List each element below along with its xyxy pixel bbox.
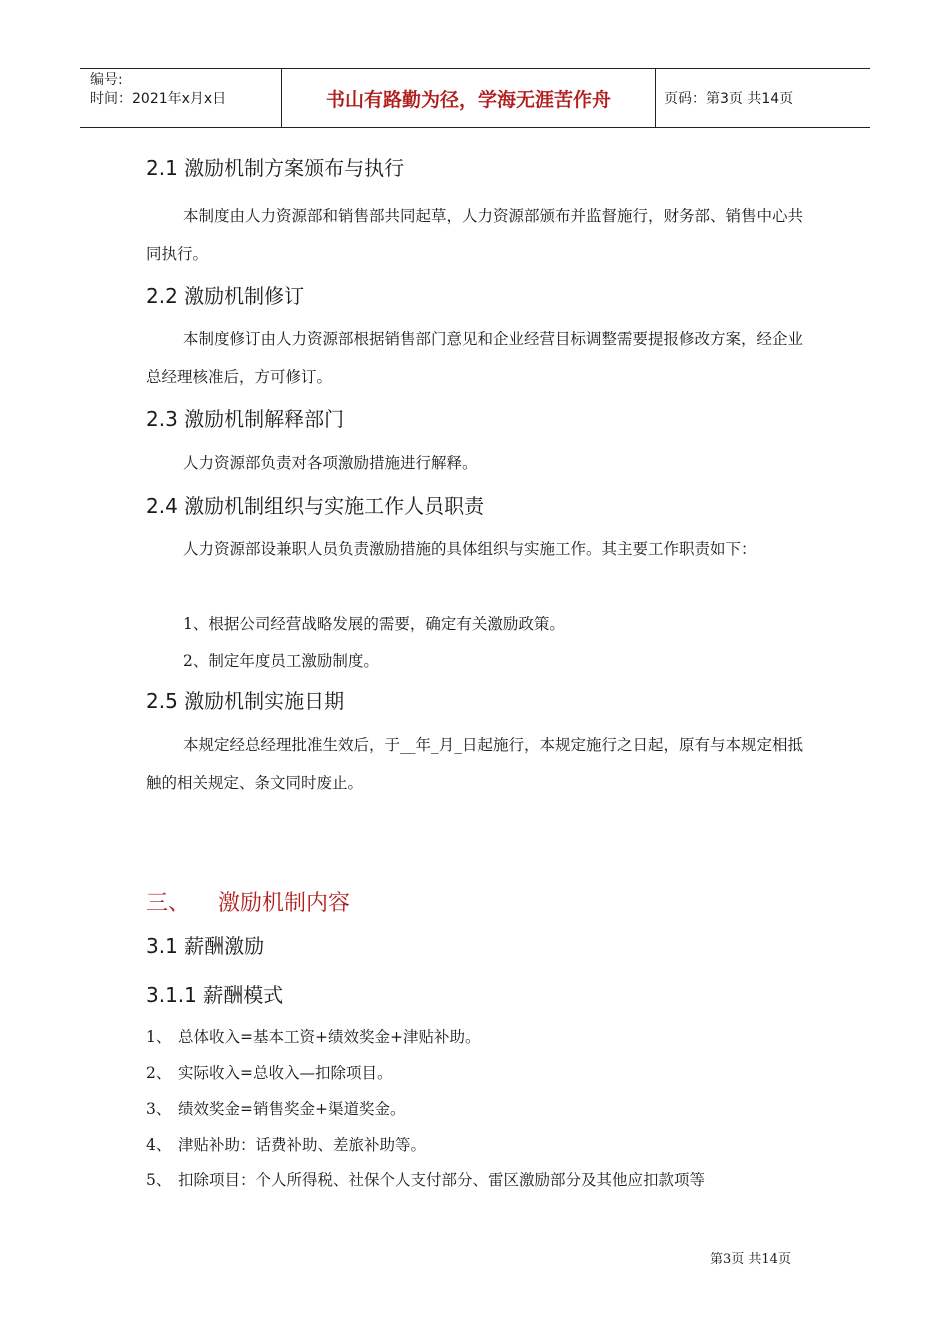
header-motto: 书山有路勤为径，学海无涯苦作舟 (281, 69, 656, 127)
section-3-title (146, 886, 350, 917)
number-label: 编号: (90, 72, 123, 88)
list-item: 3、 绩效奖金=销售奖金+渠道奖金。 (146, 1100, 406, 1118)
list-item: 1、根据公司经营战略发展的需要，确定有关激励政策。 (183, 615, 565, 633)
section-2-5-title: 2.5 激励机制实施日期 (146, 689, 345, 713)
list-item: 5、 扣除项目：个人所得税、社保个人支付部分、雷区激励部分及其他应扣款项等 (146, 1171, 706, 1189)
section-2-1-title: 2.1 激励机制方案颁布与执行 (146, 156, 405, 180)
page-header (80, 68, 870, 128)
list-item: 2、 实际收入=总收入—扣除项目。 (146, 1064, 393, 1082)
list-item: 1、 总体收入=基本工资+绩效奖金+津贴补助。 (146, 1028, 481, 1046)
page-footer: 第3页 共14页 (710, 1252, 791, 1267)
section-2-1-body: 本制度由人力资源部和销售部共同起草，人力资源部颁布并监督施行，财务部、销售中心共同执行。 (146, 207, 804, 263)
list-item: 4、 津贴补助：话费补助、差旅补助等。 (146, 1136, 427, 1154)
header-meta (90, 71, 280, 109)
section-2-3-title: 2.3 激励机制解释部门 (146, 407, 345, 431)
section-3-1-1-title: 3.1.1 薪酬模式 (146, 983, 284, 1007)
section-3-number: 三、 (146, 891, 191, 916)
time-label: 时间：2021年x月x日 (90, 91, 227, 107)
section-2-2-body: 本制度修订由人力资源部根据销售部门意见和企业经营目标调整需要提报修改方案，经企业总经理核准后，方可修订。 (146, 330, 804, 386)
section-2-4-body: 人力资源部设兼职人员负责激励措施的具体组织与实施工作。其主要工作职责如下： (183, 540, 757, 558)
section-2-2-title: 2.2 激励机制修订 (146, 284, 305, 308)
header-page-info: 页码：第3页 共14页 (664, 91, 794, 107)
section-2-5-body: 本规定经总经理批准生效后，于__年_月_日起施行，本规定施行之日起，原有与本规定相抵触的相关规定、条文同时废止。 (146, 736, 804, 792)
list-item: 2、制定年度员工激励制度。 (183, 652, 379, 670)
section-2-4-title: 2.4 激励机制组织与实施工作人员职责 (146, 494, 485, 518)
section-2-3-body: 人力资源部负责对各项激励措施进行解释。 (183, 454, 478, 472)
section-3-1-title: 3.1 薪酬激励 (146, 934, 265, 958)
section-3-heading: 激励机制内容 (218, 891, 351, 916)
